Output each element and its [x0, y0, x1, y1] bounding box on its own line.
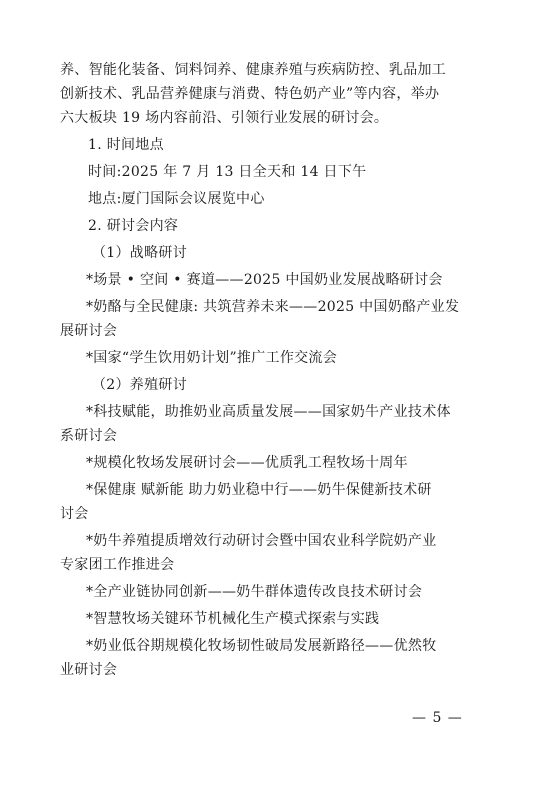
list-item: *国家“学生饮用奶计划”推广工作交流会	[86, 350, 338, 366]
section-heading-time-place: 1. 时间地点	[88, 137, 164, 153]
section-heading-content: 2. 研讨会内容	[88, 218, 179, 234]
list-item: *保健康 赋新能 助力奶业稳中行——奶牛保健新技术研 讨会	[60, 482, 432, 522]
intro-line-3: 六大板块 19 场内容前沿、引领行业发展的研讨会。	[60, 110, 389, 126]
subsection-heading-strategy: （1）战略研讨	[92, 245, 188, 261]
event-time: 时间:2025 年 7 月 13 日全天和 14 日下午	[88, 164, 367, 180]
page-number: — 5 —	[412, 710, 463, 726]
list-item: *奶业低谷期规模化牧场韧性破局发展新路径——优然牧 业研讨会	[60, 638, 437, 678]
list-item: *智慧牧场关键环节机械化生产模式探索与实践	[86, 611, 380, 627]
page-bottom-margin	[0, 760, 540, 800]
subsection-heading-farming: （2）养殖研讨	[92, 377, 188, 393]
list-item: *科技赋能，助推奶业高质量发展——国家奶牛产业技术体 系研讨会	[60, 404, 451, 444]
list-item: *规模化牧场发展研讨会——优质乳工程牧场十周年	[86, 455, 408, 471]
intro-line-1: 养、智能化装备、饲料饲养、健康养殖与疾病防控、乳品加工	[60, 62, 447, 78]
event-place: 地点:厦门国际会议展览中心	[88, 191, 265, 207]
list-item: *场景 • 空间 • 赛道——2025 中国奶业发展战略研讨会	[86, 272, 443, 288]
list-item: *奶酪与全民健康: 共筑营养未来——2025 中国奶酪产业发 展研讨会	[60, 299, 460, 339]
intro-line-2: 创新技术、乳品营养健康与消费、特色奶产业”等内容，举办	[60, 86, 440, 102]
document-body	[60, 60, 470, 680]
list-item: *奶牛养殖提质增效行动研讨会暨中国农业科学院奶产业 专家团工作推进会	[60, 533, 437, 573]
list-item: *全产业链协同创新——奶牛群体遗传改良技术研讨会	[86, 584, 423, 600]
